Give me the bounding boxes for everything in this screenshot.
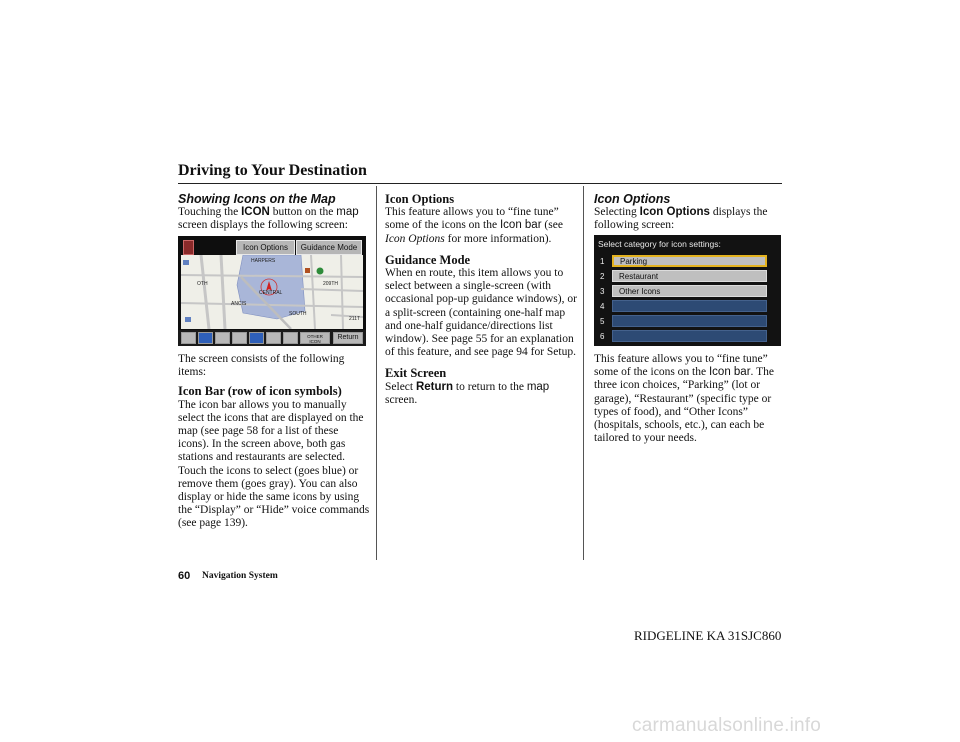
category-screen-header: Select category for icon settings:	[598, 239, 721, 249]
category-row	[598, 300, 778, 313]
map-ref: map	[526, 380, 550, 393]
category-row	[598, 315, 778, 328]
icon-bar-ref: Icon bar	[499, 219, 542, 232]
selecting-paragraph	[594, 206, 782, 232]
parking-category-button[interactable]: Parking	[612, 255, 767, 267]
column-divider-2	[583, 186, 584, 560]
section-heading-icon-options-screen: Icon Options	[594, 192, 671, 206]
section-heading-showing-icons: Showing Icons on the Map	[178, 192, 336, 206]
restaurant-icon[interactable]	[249, 332, 264, 344]
empty-category-slot	[612, 330, 767, 342]
map-ref: map	[336, 206, 359, 219]
page-number: 60	[178, 570, 191, 582]
map-screen-image	[178, 236, 366, 346]
gas-station-icon[interactable]	[198, 332, 213, 344]
section-heading-exit-screen: Exit Screen	[385, 366, 447, 381]
text: for more information).	[444, 232, 552, 245]
map-street-label: ANCIS	[231, 301, 247, 307]
column-2	[385, 193, 577, 407]
category-row	[598, 330, 778, 343]
icon-bar-ref: Icon bar	[708, 366, 751, 379]
empty-category-slot	[612, 315, 767, 327]
screen-items-paragraph: The screen consists of the following items:	[178, 353, 345, 379]
other-icon-button[interactable]: OTHER ICON	[300, 332, 330, 344]
exit-screen-paragraph	[385, 381, 577, 407]
text: Touching the	[178, 206, 242, 219]
row-number: 1	[600, 257, 605, 266]
text: Selecting	[594, 206, 640, 219]
category-row[interactable]	[598, 285, 778, 298]
map-street-label: 211T	[349, 316, 361, 322]
row-number: 5	[600, 317, 605, 326]
text: (see	[541, 219, 563, 232]
row-number: 2	[600, 272, 605, 281]
footer-section-name: Navigation System	[202, 571, 278, 581]
row-number: 3	[600, 287, 605, 296]
document-code: RIDGELINE KA 31SJC860	[634, 628, 782, 643]
intro-paragraph	[178, 206, 368, 232]
text: . The three icon choices, “Parking” (lot or garage), “Restaurant” (specific type or types of food), and “Other Icons” (hospitals, schools, etc.), can each be tailored to your needs.	[594, 366, 774, 445]
hospital-icon[interactable]	[266, 332, 281, 344]
row-number: 6	[600, 332, 605, 341]
text: This feature allows you to “fine tune” some of the icons on the	[594, 353, 768, 379]
column-1	[178, 193, 368, 233]
icon-bar	[178, 330, 366, 346]
restaurant-category-button[interactable]: Restaurant	[612, 270, 767, 282]
icon-category-screen-image	[594, 235, 781, 346]
icon-options-paragraph	[385, 206, 577, 246]
other-icons-category-button[interactable]: Other Icons	[612, 285, 767, 297]
watermark: carmanualsonline.info	[632, 715, 822, 736]
text: button on the	[269, 206, 337, 219]
section-heading-icon-options: Icon Options	[385, 192, 455, 206]
column-3	[594, 193, 782, 233]
text: screen.	[385, 393, 418, 406]
icon-options-ref: Icon Options	[639, 206, 710, 219]
section-heading-guidance-mode: Guidance Mode	[385, 252, 471, 267]
map-street-label: HARPERS	[251, 258, 276, 264]
column-divider-1	[376, 186, 377, 560]
compass-icon[interactable]	[183, 240, 194, 255]
text: to return to the	[453, 380, 527, 393]
icon-options-button[interactable]: Icon Options	[236, 240, 295, 255]
text: displays the following screen:	[594, 206, 768, 232]
column-1-continued	[178, 353, 370, 531]
return-ref: Return	[415, 380, 454, 393]
page-title: Driving to Your Destination	[178, 162, 367, 179]
column-3-continued	[594, 353, 782, 445]
highway-icon[interactable]	[283, 332, 298, 344]
text: screen displays the following screen:	[178, 219, 348, 232]
row-number: 4	[600, 302, 605, 311]
text: This feature allows you to “fine tune” some of the icons on the	[385, 206, 559, 232]
section-heading-icon-bar: Icon Bar (row of icon symbols)	[178, 384, 342, 399]
icon-button-ref: ICON	[241, 206, 270, 219]
icon-bar-paragraph: The icon bar allows you to manually select the icons that are displayed on the map (see page 58 for a list of these icons). In the screen above, both gas stations and restaurants are selected. Touch the icons to select (goes blue) or remove them (goes gray). You can also display or hide the same icons by using the “Display” or “Hide” voice commands (see page 139).	[178, 398, 370, 530]
map-street-label: OTH	[197, 281, 208, 287]
category-row[interactable]	[598, 270, 778, 283]
category-row[interactable]	[598, 255, 778, 268]
guidance-mode-paragraph: When en route, this item allows you to select between a single-screen (with occasional pop-up guidance windows), or a split-screen (containing one-half map and one-half guidance/directions list window). See page 55 for an explanation of this feature, and see page 94 for Setup.	[385, 267, 577, 359]
map-view[interactable]	[181, 255, 363, 329]
guidance-mode-button[interactable]: Guidance Mode	[296, 240, 362, 255]
atm-icon[interactable]	[181, 332, 196, 344]
map-street-label: SOUTH	[289, 311, 307, 317]
map-street-label: CENTRAL	[259, 290, 283, 296]
text: Select	[385, 380, 416, 393]
title-rule	[178, 183, 782, 184]
return-button[interactable]: Return	[333, 332, 363, 344]
parking-icon[interactable]	[215, 332, 230, 344]
icon-options-ref: Icon Options	[385, 232, 445, 245]
fine-tune-paragraph	[594, 353, 782, 445]
empty-category-slot	[612, 300, 767, 312]
info-icon[interactable]	[232, 332, 247, 344]
map-street-label: 209TH	[323, 281, 339, 287]
